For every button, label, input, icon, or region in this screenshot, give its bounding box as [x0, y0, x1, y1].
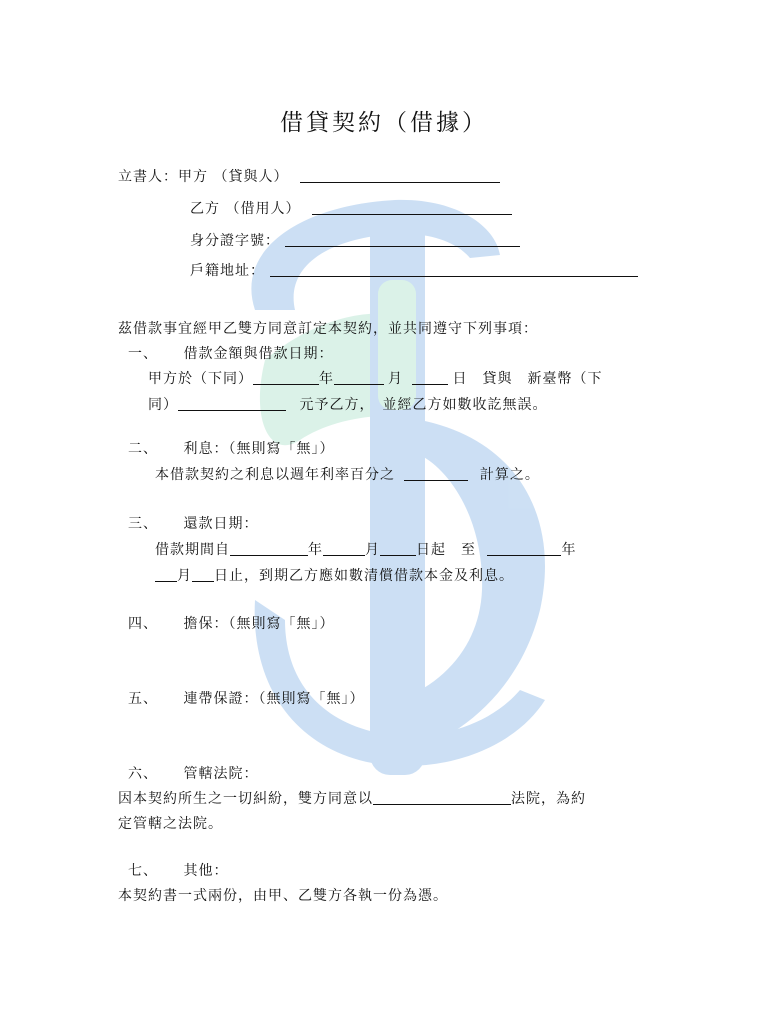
loan-year-field[interactable] — [253, 370, 319, 385]
section-3-text: 日止，到期乙方應如數清償借款本金及利息。 — [214, 568, 514, 584]
loan-amount-field[interactable] — [178, 396, 286, 411]
lender-line — [118, 168, 500, 186]
section-5-heading — [128, 690, 364, 708]
section-3-number: 三、 — [128, 516, 158, 532]
intro-text: 茲借款事宜經甲乙雙方同意訂定本契約，並共同遵守下列事項： — [118, 321, 538, 337]
address-line — [190, 262, 638, 280]
section-1-title: 借款金額與借款日期： — [183, 346, 334, 362]
section-1-text: 元予乙方， 並經乙方如數收訖無誤。 — [299, 397, 548, 413]
section-2-text: 本借款契約之利息以週年利率百分之 — [155, 467, 395, 483]
section-7-heading — [128, 862, 228, 880]
section-7-title: 其他： — [183, 863, 229, 879]
start-day-field[interactable] — [380, 541, 416, 556]
section-6-number: 六、 — [128, 766, 158, 782]
section-3-text: 日起 至 — [416, 542, 476, 558]
section-1-text: 同） — [148, 397, 178, 413]
section-2-title: 利息：（無則寫「無」） — [183, 441, 335, 457]
lender-label: 立書人：甲方 （貸與人） — [118, 169, 289, 185]
loan-day-field[interactable] — [412, 370, 448, 385]
section-2-heading — [128, 440, 334, 458]
section-3-line-1 — [155, 541, 576, 559]
section-3-text: 月 — [365, 542, 380, 558]
section-3-text: 年 — [561, 542, 577, 558]
section-6-line-1 — [118, 790, 586, 808]
section-6-text: 法院，為約 — [511, 791, 586, 807]
id-line — [190, 232, 520, 250]
section-6-line-2: 定管轄之法院。 — [118, 816, 223, 832]
section-3-text: 月 — [177, 568, 192, 584]
section-6-title: 管轄法院： — [183, 766, 259, 782]
start-month-field[interactable] — [323, 541, 365, 556]
court-field[interactable] — [373, 790, 511, 805]
section-1-heading — [128, 345, 333, 363]
section-4-number: 四、 — [128, 616, 158, 632]
section-1-number: 一、 — [128, 346, 158, 362]
section-2-line-1 — [155, 466, 540, 484]
id-label: 身分證字號： — [190, 233, 280, 249]
section-4-title: 擔保：（無則寫「無」） — [183, 616, 335, 632]
section-3-title: 還款日期： — [183, 516, 259, 532]
end-year-field[interactable] — [487, 541, 561, 556]
section-3-heading — [128, 515, 258, 533]
section-3-line-2 — [155, 567, 514, 585]
section-2-number: 二、 — [128, 441, 158, 457]
section-1-text: 日 貸與 新臺幣（下 — [452, 371, 603, 387]
section-3-text: 年 — [308, 542, 323, 558]
lender-field[interactable] — [300, 168, 500, 183]
address-label: 戶籍地址： — [190, 263, 265, 279]
borrower-line — [190, 200, 512, 218]
section-1-text: 月 — [388, 371, 403, 387]
section-5-title: 連帶保證：（無則寫「無」） — [183, 691, 365, 707]
section-1-text: 年 — [319, 371, 334, 387]
section-1-line-1 — [148, 370, 602, 388]
section-3-text: 借款期間自 — [155, 542, 230, 558]
borrower-field[interactable] — [312, 200, 512, 215]
document-title: 借貸契約（借據） — [280, 110, 488, 136]
section-7-number: 七、 — [128, 863, 158, 879]
loan-month-field[interactable] — [334, 370, 384, 385]
interest-rate-field[interactable] — [404, 466, 468, 481]
borrower-label: 乙方 （借用人） — [190, 201, 301, 217]
section-7-line-1: 本契約書一式兩份，由甲、乙雙方各執一份為憑。 — [118, 888, 448, 904]
section-2-text: 計算之。 — [479, 467, 540, 483]
section-5-number: 五、 — [128, 691, 158, 707]
section-6-heading — [128, 765, 258, 783]
address-field[interactable] — [270, 262, 638, 277]
end-day-field[interactable] — [192, 567, 214, 582]
start-year-field[interactable] — [230, 541, 308, 556]
section-4-heading — [128, 615, 334, 633]
section-1-text: 甲方於（下同） — [148, 371, 253, 387]
end-month-field[interactable] — [155, 567, 177, 582]
id-field[interactable] — [285, 232, 520, 247]
section-6-text: 因本契約所生之一切糾紛，雙方同意以 — [118, 791, 373, 807]
section-1-line-2 — [148, 396, 547, 414]
